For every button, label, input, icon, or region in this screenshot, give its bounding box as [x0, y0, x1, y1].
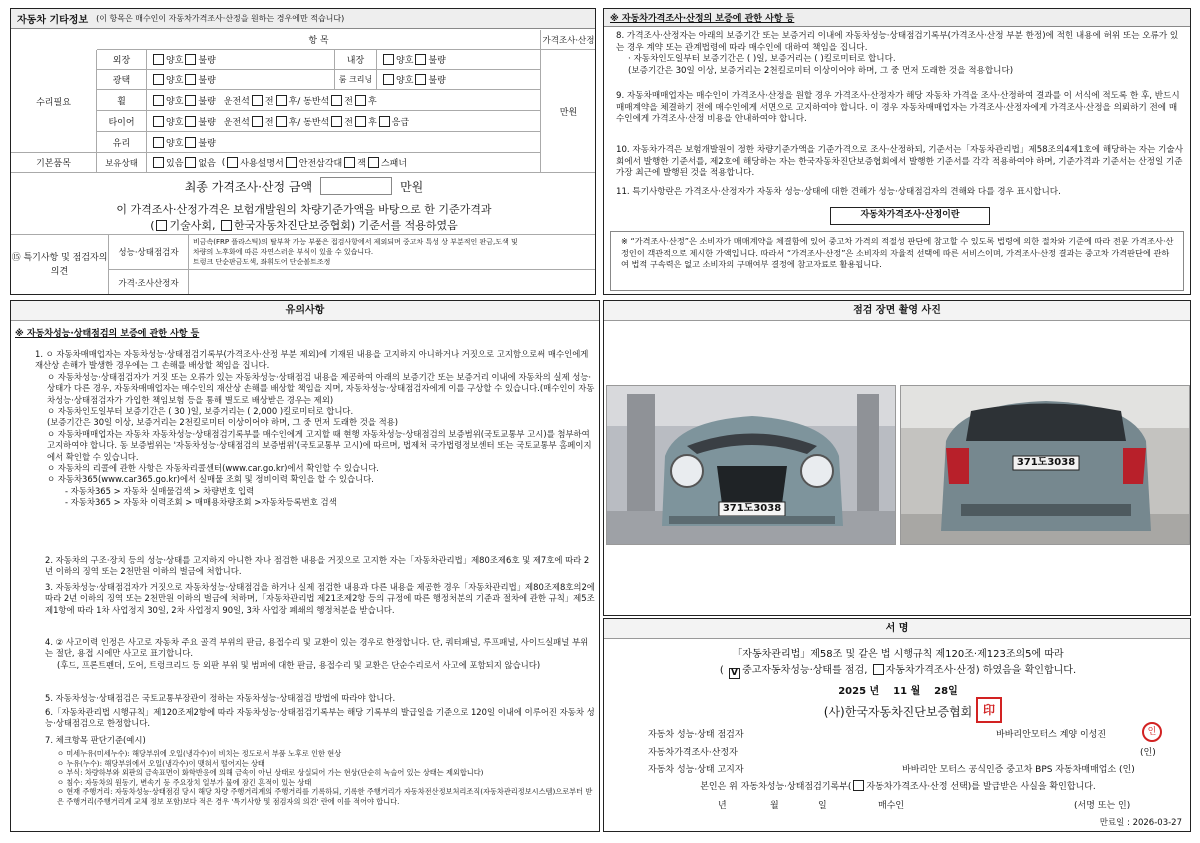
row-glass-options: 양호 불량 — [147, 132, 541, 153]
basis-line-1: 이 가격조사·산정가격은 보험개발원의 차량기준가액을 바탕으로 한 기준가격과 — [116, 203, 492, 216]
tire-passenger-front-checkbox[interactable] — [331, 116, 342, 127]
price-unit: 만원 — [541, 50, 596, 173]
section-header: 서 명 — [604, 619, 1190, 639]
col-price: 가격조사·산정 — [541, 30, 596, 50]
row-glass-label: 유리 — [97, 132, 147, 153]
section-title: 자동차 기타정보 — [17, 15, 89, 26]
precaution-3: 3. 자동차성능·상태점검자가 거짓으로 자동차성능·상태점검을 하거나 실제 점검한 내용과 다른 내용을 제공한 경우「자동차관리법」제80조제8호의2에 따라 2년 이하의 징역 또는 2천만원 이하의 벌금에 처하며,「자동차관리법 제21조제2항 등의 규정에 따른 행정처분의 기준과 절차에 관한 규칙」제5조제1항에 따라 1차 사업정지 30일, 2차 사업정지 90일, 3차 사업장 폐쇄의 행정처분을 받습니다. — [45, 582, 595, 615]
row-wheel-label: 휠 — [97, 90, 147, 111]
sign-law-line: 「자동차관리법」제58조 및 같은 법 시행규칙 제120조·제123조의5에 따라 — [732, 649, 1064, 660]
special-label: ⑮ 특기사항 및 점검자의 의견 — [11, 234, 109, 295]
basis-line-2: ( 기술사회, 한국자동차진단보증협회) 기준서를 적용하였음 — [150, 219, 458, 232]
expiry-date: 만료일 : 2026-03-27 — [1099, 818, 1182, 828]
front-car-photo — [606, 385, 896, 545]
rear-plate: 371도3038 — [1016, 457, 1076, 468]
inspection-photos-section — [603, 300, 1191, 616]
tire-good-checkbox[interactable] — [153, 116, 164, 127]
item-9: 9. 자동차매매업자는 매수인이 가격조사·산정을 원할 경우 가격조사·산정자가 해당 자동차 가격을 조사·산정하여 결과를 이 서식에 적도록 한 후, 반드시 매매계약을 체결하기 전에 매수인에게 서면으로 고지하여야 합니다. 이 경우 자동차매매업자는 가격조사·산정자에게 가격조사·산정을 의뢰하기 전에 매수인에게 가격조사·산정 비용을 안내하여야 합니다. — [616, 91, 1180, 124]
receipt-confirm-line: 본인은 위 자동차성능·상태점검기록부( 자동차가격조사·산정 선택)를 발급받은 사실을 확인합니다. — [700, 782, 1096, 792]
basic-have-checkbox[interactable] — [153, 157, 164, 168]
inspector-value: 바바리안모터스 계양 이성진 — [996, 730, 1107, 740]
wheel-passenger-rear-checkbox[interactable] — [355, 95, 366, 106]
notifier-label: 자동차 성능·상태 고지자 — [648, 765, 744, 775]
tire-driver-front-checkbox[interactable] — [252, 116, 263, 127]
section-header: 점검 장면 촬영 사진 — [604, 301, 1190, 321]
precaution-1: 1. ㅇ 자동차매매업자는 자동차성능·상태점검기록부(가격조사·산정 부분 제외)에 기재된 내용을 고지하지 아니하거나 거짓으로 고지함으로써 매수인에게 재산상 손해가 발생한 경우에는 그 손해를 배상할 책임을 집니다. ㅇ 자동차성능·상태점검자가 거짓 또는 오류가 있는 자동차성능·상태점검 내용을 제공하여 아래의 보증기간 또는 보증거리 이내에 자동차의 실제 성능·상태가 다른 경우, 자동차매매업자는 매수인의 재산상 손해를 배상할 책임을 지며, 자동차성능·상태점검자에게 이를 구상할 수 있습니다.(매수인이 자동차성능·상태점검자가 가입한 책임보험 등을 통해 별도로 배상받은 경우는 제외) ㅇ 자동차인도일부터 보증기간은 ( 30 )일, 보증거리는 ( 2,000 )킬로미터로 합니다. (보증기간은 30일 이상, 보증거리는 2천킬로미터 이상이어야 하며, 그 중 먼저 도래한 것을 적용) ㅇ 자동차매매업자는 자동차 자동차성능·상태점검기록부를 매수인에게 고지할 때 현행 자동차성능·상태점검의 보증범위(국토교통부 고시)를 첨부하여 고지하여야 합니다. 동 보증범위는 '자동차성능·상태점검의 보증범위'(국토교통부 고시)에 따르며, 법제처 국가법령정보센터 또는 국토교통부 홈페이지에서 확인할 수 있습니다. ㅇ 자동차의 리콜에 관한 사항은 자동차리콜센터(www.car.go.kr)에서 확인할 수 있습니다. ㅇ 자동차365(www.car365.go.kr)에서 실매물 조회 및 정비이력 확인을 할 수 있습니다. - 자동차365 > 자동차 실매물검색 > 차량번호 입력 - 자동차365 > 자동차 이력조회 > 매매용차량조회 >자동차등록번호 검색 — [35, 349, 595, 508]
price-definition-text: ※ “가격조사·산정”은 소비자가 매매계약을 체결함에 있어 중고차 가격의 적절성 판단에 참고할 수 있도록 법령에 의한 절차와 기준에 따라 전문 가격조사·산정인이 객관적으로 제시한 가액입니다. 따라서 “가격조사·산정”은 소비자의 자율적 선택에 따른 서비스이며, 가격조사·산정 결과는 중고차 가격판단에 관하여 법적 구속력은 없고 소비자의 구매여부 결정에 참고자료로 활용됩니다. — [610, 231, 1184, 291]
item-8: 8. 가격조사·산정자는 아래의 보증기간 또는 보증거리 이내에 자동차성능·상태점검기록부(가격조사·산정 부분 한정)에 적힌 내용에 허위 또는 오류가 있는 경우 계약 또는 관계법령에 따라 매수인에 대하여 책임을 집니다. · 자동차인도일부터 보증기간은 ( )일, 보증거리는 ( )킬로미터로 합니다. (보증기간은 30일 이상, 보증거리는 2천킬로미터 이상이어야 하며, 그 중 먼저 도래한 것을 적용합니다) — [616, 31, 1179, 76]
sign-date: 2025 년 11 월 28일 — [838, 686, 958, 697]
precaution-6: 6.「자동차관리법 시행규칙」제120조제2항에 따라 자동차성능·상태점검기록부는 해당 기록부의 발급일을 기준으로 120일 이내에 이루어진 자동차 성능·상태점검으로 한정합니다. — [45, 707, 595, 729]
room-bad-checkbox[interactable] — [415, 74, 426, 85]
row-wheel-options: 양호 불량 운전석 전 후 / 동반석 전 후 — [147, 90, 541, 111]
tire-spare-checkbox[interactable] — [379, 116, 390, 127]
spanner-checkbox[interactable] — [368, 157, 379, 168]
interior-bad-checkbox[interactable] — [415, 54, 426, 65]
group-repair: 수리필요 — [11, 50, 97, 153]
item-10: 10. 자동차가격은 보험개발원이 정한 차량기준가액을 기준가격으로 조사·산정하되, 기준서는「자동차관리법」제58조의4제1호에 해당하는 자는 기술사회에서 발행한 기준서를, 제2호에 해당하는 자는 한국자동차진단보증협회에서 발행한 기준서를 각각 적용하여야 하며, 기준가격과 기준서는 산정일 기준 가장 최근에 발행된 것을 적용합니다. — [616, 145, 1183, 178]
basic-none-checkbox[interactable] — [185, 157, 196, 168]
section-header: 유의사항 — [11, 301, 599, 321]
pricer-value: (인) — [1140, 748, 1156, 758]
rear-car-photo — [900, 385, 1190, 545]
section-header — [604, 9, 1190, 27]
tire-passenger-rear-checkbox[interactable] — [355, 116, 366, 127]
row-tire-options: 양호 불량 운전석 전 후 / 동반석 전 후 응급 — [147, 111, 541, 132]
precautions-section — [10, 300, 600, 832]
receipt-price-checkbox[interactable] — [853, 780, 864, 791]
engineer-society-checkbox[interactable] — [156, 220, 167, 231]
glass-bad-checkbox[interactable] — [185, 137, 196, 148]
notifier-value: 바바리안 모터스 공식인증 중고차 BPS 자동차매매업소 (인) — [902, 765, 1135, 775]
special-price-label: 가격·조사산정자 — [109, 270, 189, 295]
row-exterior-label: 외장 — [97, 50, 147, 70]
precaution-2: 2. 자동차의 구조·장치 등의 성능·상태를 고지하지 아니한 자나 점검한 내용을 거짓으로 고지한 자는「자동차관리법」제80조제6호 및 제7호에 따라 2년 이하의 징역 또는 2천만원 이하의 벌금에 처합니다. — [45, 555, 590, 577]
group-basic: 기본품목 — [11, 153, 97, 173]
wheel-bad-checkbox[interactable] — [185, 95, 196, 106]
exterior-bad-checkbox[interactable] — [185, 54, 196, 65]
row-interior-label: 내장 — [335, 50, 377, 70]
inspector-seal: 인 — [1142, 722, 1162, 742]
tire-bad-checkbox[interactable] — [185, 116, 196, 127]
section-header — [11, 9, 595, 29]
triangle-checkbox[interactable] — [286, 157, 297, 168]
price-check-checkbox[interactable] — [873, 664, 884, 675]
tire-driver-rear-checkbox[interactable] — [276, 116, 287, 127]
row-basic-options: 있음 없음 ( 사용설명서 안전삼각대 잭 스패너 — [147, 153, 541, 173]
price-definition-title: 자동차가격조사·산정이란 — [830, 207, 990, 225]
front-car-image — [607, 386, 896, 545]
section-title: ※ 자동차가격조사·산정의 보증에 관한 사항 등 — [610, 14, 795, 24]
jack-checkbox[interactable] — [344, 157, 355, 168]
sign-org: (사)한국자동차진단보증협회 — [823, 705, 973, 719]
interior-good-checkbox[interactable] — [383, 54, 394, 65]
manual-checkbox[interactable] — [227, 157, 238, 168]
buyer-sign-field[interactable]: (서명 또는 인) — [1074, 801, 1131, 811]
wheel-driver-rear-checkbox[interactable] — [276, 95, 287, 106]
kadwa-checkbox[interactable] — [221, 220, 232, 231]
sign-confirm-line: ( V 중고자동차성능·상태를 점검, 자동차가격조사·산정) 하였음을 확인합니다. — [719, 665, 1077, 678]
special-perf-text: 비금속(FRP 플라스틱)의 탈부착 가능 부품은 접검사항에서 제외되며 중고차 특성 상 부분적인 판금,도색 및 차량의 노후화에 따른 자연스러운 부식이 있을 수 있습니다. 트렁크 단순판금도색, 좌휘도어 단순볼트조정 — [189, 234, 596, 270]
final-price-label: 최종 가격조사·산정 금액 — [184, 179, 313, 194]
price-guarantee-section — [603, 8, 1191, 295]
precaution-4: 4. ② 사고이력 인정은 사고로 자동차 주요 골격 부위의 판금, 용접수리 및 교환이 있는 경우로 한정합니다. 단, 쿼터패널, 루프패널, 사이드실패널 부위는 절단, 용접 시에만 사고로 표기합니다. (후드, 프론트펜더, 도어, 트렁크리드 등 외판 부위 및 범퍼에 대한 판금, 용접수리 및 교환은 단순수리로서 사고에 포함되지 않습니다) — [45, 637, 589, 670]
row-room-options: 양호 불량 — [377, 70, 541, 90]
condition-check-checkbox[interactable]: V — [729, 668, 740, 679]
special-perf-label: 성능·상태점검자 — [109, 234, 189, 270]
vehicle-other-info-section — [10, 8, 596, 295]
precaution-5: 5. 자동차성능·상태점검은 국토교통부장관이 정하는 자동차성능·상태점검 방법에 따라야 합니다. — [45, 693, 396, 703]
wheel-passenger-front-checkbox[interactable] — [331, 95, 342, 106]
glass-good-checkbox[interactable] — [153, 137, 164, 148]
final-price-input[interactable] — [320, 177, 392, 195]
precaution-7: 7. 체크항목 판단기준(예시) — [45, 735, 146, 745]
signature-section: 서 명 「자동차관리법」제58조 및 같은 법 시행규칙 제120조·제123조의5에 따라 ( V 중고자동차성능·상태를 점검, 자동차가격조사·산정) 하였음을 확인합니다. 2025 년 11 월 28일 (사)한국자동차진단보증협회 印 자동차 성능·상태 점검자 바바리안모터스 계양 이성진 인 자동차가격조사·산정자 (인) 자동차 성능·상태 고지자 바바리안 모터스 공식인증 중고차 BPS 자동차매매업소 (인) 본인은 위 자동차성능·상태점검기록부( 자동차가격조사·산정 선택)를 발급받은 사실을 확인합니다. 년 월 일 매수인 (서명 또는 인) 만료일 : 2026-03-27 — [603, 618, 1191, 832]
wheel-driver-front-checkbox[interactable] — [252, 95, 263, 106]
pricer-label: 자동차가격조사·산정자 — [648, 748, 738, 758]
row-tire-label: 타이어 — [97, 111, 147, 132]
col-item: 항 목 — [97, 30, 541, 50]
gloss-good-checkbox[interactable] — [153, 74, 164, 85]
gloss-bad-checkbox[interactable] — [185, 74, 196, 85]
row-gloss-options: 양호 불량 — [147, 70, 335, 90]
row-gloss-label: 광택 — [97, 70, 147, 90]
wheel-good-checkbox[interactable] — [153, 95, 164, 106]
inspector-label: 자동차 성능·상태 점검자 — [648, 730, 744, 740]
org-seal: 印 — [976, 697, 1002, 723]
room-good-checkbox[interactable] — [383, 74, 394, 85]
row-basic-label: 보유상태 — [97, 153, 147, 173]
precaution-7-details: ㅇ 미세누유(미세누수): 해당부위에 오일(냉각수)이 비치는 정도로서 부품 노후로 인한 현상 ㅇ 누유(누수): 해당부위에서 오일(냉각수)이 맺혀서 떨어지는 상태 ㅇ 부식: 차량하부와 외판의 금속표면이 화학반응에 의해 금속이 아닌 상태로 상실되어 가는 현상(단순히 녹슬어 있는 상태는 제외합니다) ㅇ 침수: 자동차의 원동기, 변속기 등 주요장치 일부가 물에 잠긴 흔적이 있는 상태 ㅇ 현재 주행거리: 자동차성능·상태점검 당시 해당 차량 주행거리계의 주행거리를 기록하되, 기록한 주행거리가 자동차전산정보처리조직(자동차관리정보시스템)으로부터 받은 주행거리(주행거리계 교체 정보 포함)보다 적은 경우 '특기사항 및 점검자의 의견' 란에 이를 적어야 합니다. — [57, 749, 593, 806]
item-11: 11. 특기사항란은 가격조사·산정자가 자동차 성능·상태에 대한 견해가 성능·상태점검자의 견해와 다를 경우 표시합니다. — [616, 187, 1061, 197]
row-exterior-options: 양호 불량 — [147, 50, 335, 70]
section-subtitle: ※ 자동차성능·상태점검의 보증에 관한 사항 등 — [15, 329, 200, 339]
front-plate: 371도3038 — [722, 503, 782, 514]
final-price-row — [11, 175, 596, 197]
row-room-label: 룸 크리닝 — [335, 70, 377, 90]
exterior-good-checkbox[interactable] — [153, 54, 164, 65]
section-note: (이 항목은 매수인이 자동차가격조사·산정을 원하는 경우에만 적습니다) — [96, 14, 345, 23]
row-interior-options: 양호 불량 — [377, 50, 541, 70]
special-price-text — [189, 270, 596, 295]
final-price-unit: 만원 — [400, 179, 424, 194]
